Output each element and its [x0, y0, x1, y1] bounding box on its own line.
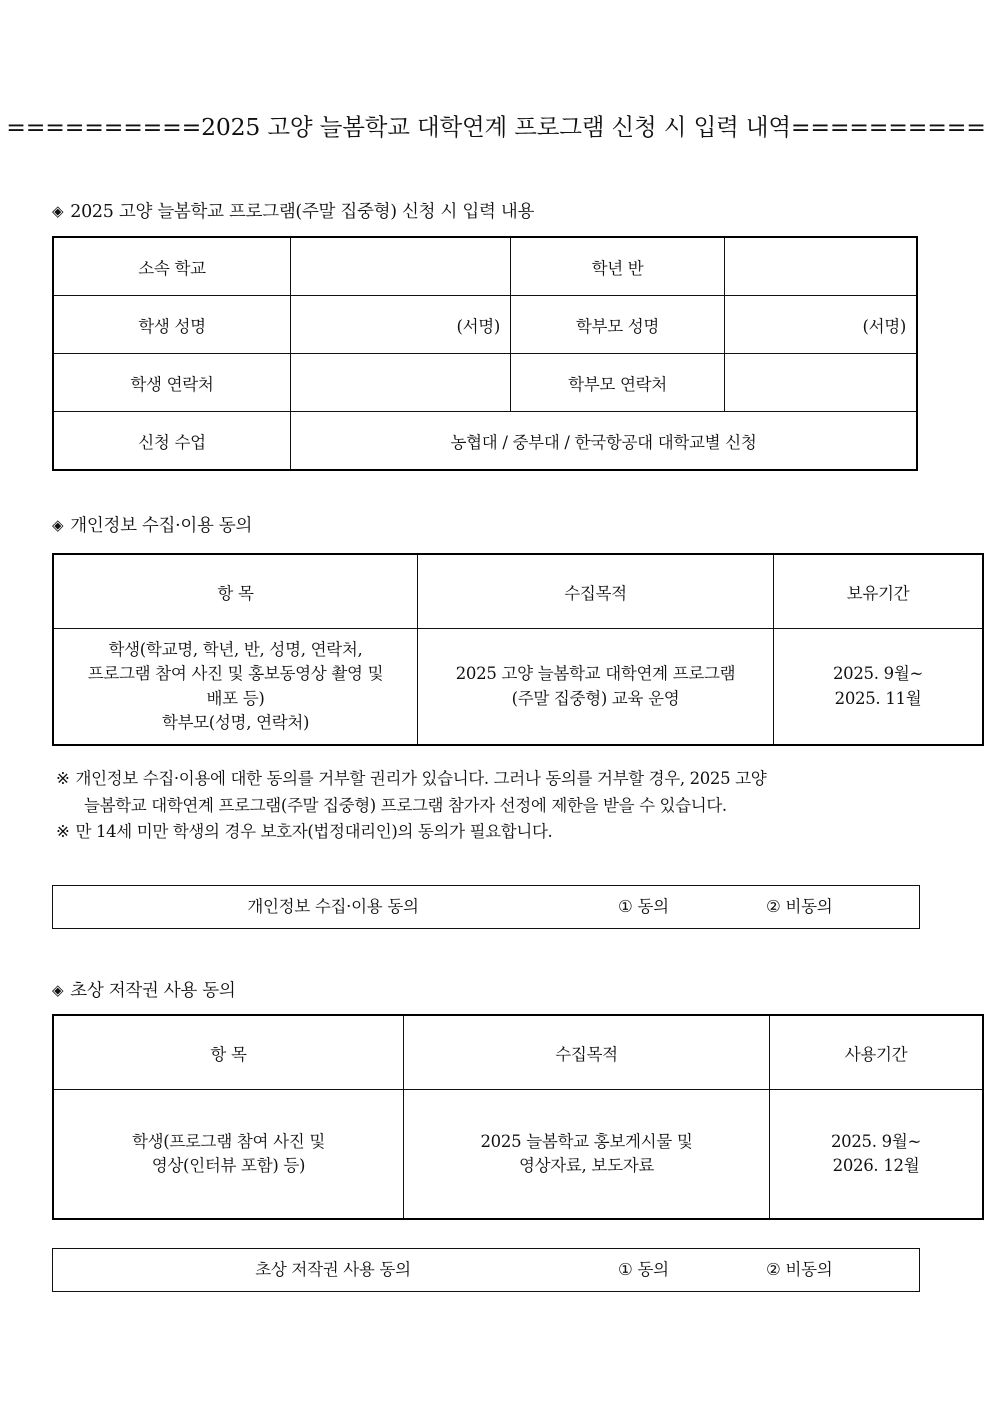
cell-line: 프로그램 참여 사진 및 홍보동영상 촬영 및 [87, 664, 384, 684]
cell-collected-items [53, 629, 418, 746]
field-label: 학년 반 [511, 237, 725, 296]
cell-purpose [418, 629, 774, 746]
note-mark-icon: ※ [56, 769, 70, 788]
cell-line: 2025. 9월~ [830, 1131, 922, 1151]
privacy-consent-label: 개인정보 수집·이용 동의 [247, 897, 419, 916]
cell-line: 2026. 12월 [832, 1156, 920, 1175]
note-mark-icon: ※ [56, 822, 70, 842]
section-heading-applicant [52, 198, 534, 223]
cell-line: 2025 늘봄학교 홍보게시물 및 [480, 1131, 693, 1151]
section-heading-privacy-label: 개인정보 수집·이용 동의 [70, 516, 253, 536]
field-label: 학생 연락처 [53, 354, 291, 412]
cell-line: 영상(인터뷰 포함) 등) [151, 1156, 306, 1175]
section-heading-portrait-label: 초상 저작권 사용 동의 [70, 981, 236, 1001]
field-value[interactable] [725, 354, 918, 412]
cell-line: 학부모(성명, 연락처) [161, 712, 310, 732]
column-header-usage-period: 사용기간 [770, 1015, 984, 1090]
cell-line: 영상자료, 보도자료 [518, 1156, 654, 1175]
column-header-purpose: 수집목적 [404, 1015, 770, 1090]
note-text: 개인정보 수집·이용에 대한 동의를 거부할 권리가 있습니다. 그러나 동의를 거부할 경우, 2025 고양 [75, 769, 767, 788]
cell-line: (주말 집중형) 교육 운영 [511, 688, 680, 708]
field-label: 소속 학교 [53, 237, 291, 296]
table-header-row [53, 1015, 983, 1090]
cell-line: 2025. 11월 [834, 688, 922, 708]
portrait-consent-agree-option[interactable] [618, 1249, 669, 1291]
privacy-consent-disagree-option[interactable] [766, 886, 832, 928]
diamond-bullet-icon: ◈ [52, 981, 64, 999]
circled-two-icon: ② [766, 1260, 781, 1279]
section-heading-applicant-label: 2025 고양 늘봄학교 프로그램(주말 집중형) 신청 시 입력 내용 [70, 202, 535, 222]
table-row [53, 629, 983, 746]
field-label: 학생 성명 [53, 296, 291, 354]
circled-one-icon: ① [618, 897, 633, 916]
circled-one-icon: ① [618, 1260, 633, 1279]
diamond-bullet-icon: ◈ [52, 202, 64, 220]
note-text: 만 14세 미만 학생의 경우 보호자(법정대리인)의 동의가 필요합니다. [75, 822, 553, 842]
privacy-consent-disagree-label: 비동의 [785, 897, 833, 916]
privacy-consent-agree-option[interactable] [618, 886, 669, 928]
privacy-consent-table [52, 553, 984, 746]
note-line [56, 819, 968, 846]
note-text: 늘봄학교 대학연계 프로그램(주말 집중형) 프로그램 참가자 선정에 제한을 받을 수 있습니다. [84, 795, 727, 815]
page-title: ==========2025 고양 늘봄학교 대학연계 프로그램 신청 시 입력 내역========== [6, 113, 986, 141]
field-value[interactable] [291, 237, 511, 296]
signature-field[interactable]: (서명) [291, 296, 511, 354]
field-label: 신청 수업 [53, 412, 291, 471]
table-row [53, 354, 917, 412]
table-row [53, 237, 917, 296]
cell-usage-period [770, 1090, 984, 1220]
note-line [56, 793, 968, 820]
cell-line: 배포 등) [206, 688, 265, 708]
signature-field[interactable]: (서명) [725, 296, 918, 354]
cell-line: 학생(프로그램 참여 사진 및 [131, 1131, 325, 1151]
cell-purpose [404, 1090, 770, 1220]
table-row [53, 1090, 983, 1220]
field-label: 학부모 성명 [511, 296, 725, 354]
table-header-row [53, 554, 983, 629]
privacy-consent-agree-label: 동의 [637, 897, 669, 916]
section-heading-portrait [52, 977, 235, 1002]
cell-line: 2025 고양 늘봄학교 대학연계 프로그램 [455, 664, 736, 684]
column-header-item: 항 목 [53, 554, 418, 629]
portrait-consent-disagree-label: 비동의 [785, 1260, 833, 1279]
privacy-notes [56, 766, 968, 846]
column-header-purpose: 수집목적 [418, 554, 774, 629]
field-value[interactable] [291, 354, 511, 412]
diamond-bullet-icon: ◈ [52, 516, 64, 534]
portrait-consent-table [52, 1014, 984, 1220]
cell-line: 2025. 9월~ [832, 664, 924, 684]
portrait-consent-box [52, 1248, 920, 1292]
privacy-consent-選択-box [52, 885, 920, 929]
cell-collected-items [53, 1090, 404, 1220]
field-value[interactable] [725, 237, 918, 296]
portrait-consent-label: 초상 저작권 사용 동의 [255, 1260, 411, 1279]
portrait-consent-disagree-option[interactable] [766, 1249, 832, 1291]
cell-retention-period [774, 629, 984, 746]
column-header-item: 항 목 [53, 1015, 404, 1090]
cell-line: 학생(학교명, 학년, 반, 성명, 연락처, [108, 639, 363, 659]
course-selection-value[interactable]: 농협대 / 중부대 / 한국항공대 대학교별 신청 [291, 412, 918, 471]
table-row [53, 412, 917, 471]
column-header-period: 보유기간 [774, 554, 984, 629]
circled-two-icon: ② [766, 897, 781, 916]
table-row [53, 296, 917, 354]
section-heading-privacy [52, 512, 252, 537]
portrait-consent-agree-label: 동의 [637, 1260, 669, 1279]
note-line [56, 766, 968, 793]
field-label: 학부모 연락처 [511, 354, 725, 412]
applicant-info-table [52, 236, 918, 471]
